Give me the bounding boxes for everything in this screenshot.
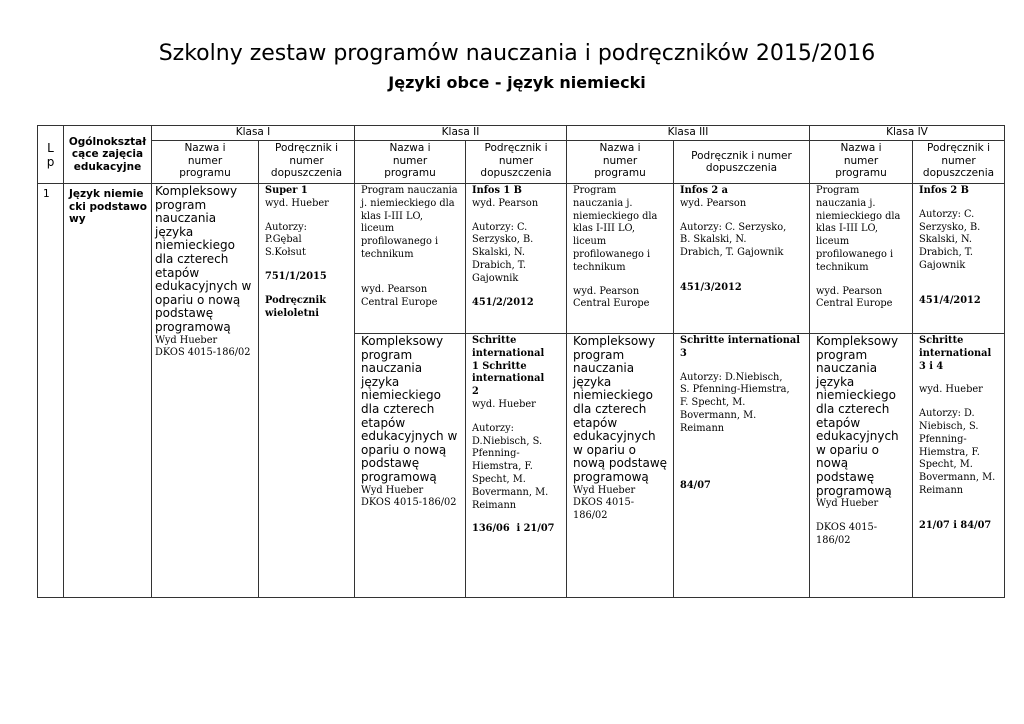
subject-header: Ogólnokształcące zajęcia edukacyjne [64, 126, 152, 184]
k1-book-number: 751/1/2015 [265, 270, 327, 282]
program-col-header-k1: Nazwa i numer programu [152, 141, 259, 184]
k3-book-b-authors: Autorzy: D.Niebisch, S. Pfenning-Hiemstra, F. Specht, M. Bovermann, M. Reimann [680, 371, 793, 434]
k4-program-b-publisher: Wyd Hueber [816, 498, 879, 510]
row-lp: 1 [38, 184, 64, 598]
k2-book-b-number: 136/06 i 21/07 [472, 523, 555, 535]
k2-book-b-publisher: wyd. Hueber [472, 398, 536, 410]
k2-program-a-name: Program nauczania j. niemieckiego dla klas I-III LO, liceum profilowanego i technikum [361, 185, 461, 260]
k1-book-cell [259, 184, 355, 598]
k1-program-name: Kompleksowy program nauczania języka niemieckiego dla czterech etapów edukacyjnych w opariu o nową podstawę programową [155, 184, 256, 334]
k4-program-a-name: Program nauczania j. niemieckiego dla klas I-III LO, liceum profilowanego i technikum [816, 185, 904, 273]
k3-program-b-dkos: DKOS 4015-186/02 [573, 497, 635, 522]
book-col-header-k1: Podręcznik i numer dopuszczenia [259, 141, 355, 184]
k1-program-dkos: DKOS 4015-186/02 [155, 347, 251, 359]
page-title: Szkolny zestaw programów nauczania i podręczników 2015/2016 [158, 41, 876, 66]
class-header-1: Klasa I [152, 126, 355, 141]
k1-book-publisher: wyd. Hueber [265, 197, 329, 209]
k4-book-a-title: Infos 2 B [919, 185, 969, 196]
k1-book-title: Super 1 [265, 185, 308, 196]
class-header-3: Klasa III [567, 126, 810, 141]
k4-book-cell-b [913, 334, 1005, 598]
program-col-header-k4: Nazwa i numer programu [810, 141, 913, 184]
header-row-columns [38, 141, 1005, 184]
k2-program-b-name: Kompleksowy program nauczania języka niemieckiego dla czterech etapów edukacyjnych w opariu o nową podstawę programową [361, 334, 462, 484]
k4-program-cell-b [810, 334, 913, 598]
k2-book-a-title: Infos 1 B [472, 185, 522, 196]
k2-book-b-authors: Autorzy: D.Niebisch, S. Pfenning-Hiemstra, F. Specht, M. Bovermann, M. Reimann [472, 422, 552, 511]
k2-program-b-publisher: Wyd Hueber [361, 484, 424, 496]
book-col-header-k3: Podręcznik i numer dopuszczenia [674, 141, 810, 184]
k1-program-cell [152, 184, 259, 598]
row-subject: Język niemiecki podstawowy [64, 184, 152, 598]
k4-book-cell-a [913, 184, 1005, 334]
k3-book-a-authors: Autorzy: C. Serzysko, B. Skalski, N. Drabich, T. Gajownik [680, 221, 790, 259]
k2-book-a-publisher: wyd. Pearson [472, 197, 539, 209]
class-header-4: Klasa IV [810, 126, 1005, 141]
lp-header [38, 126, 64, 184]
k3-book-a-title: Infos 2 a [680, 185, 728, 196]
lp-header-text: L p [46, 140, 55, 169]
k1-book-authors: P.Gębal S.Kołsut [265, 234, 306, 259]
k2-book-cell-a [466, 184, 567, 334]
k4-book-b-number: 21/07 i 84/07 [919, 519, 992, 531]
k4-book-b-authors: Autorzy: D. Niebisch, S. Pfenning-Hiemstra, F. Specht, M. Bovermann, M. Reimann [919, 408, 999, 496]
k1-program-publisher: Wyd Hueber [155, 334, 218, 346]
k1-book-note: Podręcznik wieloletni [265, 294, 330, 319]
k3-book-a-publisher: wyd. Pearson [680, 197, 747, 209]
k4-program-a-publisher: wyd. Pearson Central Europe [816, 285, 893, 310]
k3-program-b-publisher: Wyd Hueber [573, 484, 636, 496]
k2-program-cell-b [355, 334, 466, 598]
k4-program-b-dkos: DKOS 4015-186/02 [816, 521, 878, 546]
k4-book-a-number: 451/4/2012 [919, 294, 981, 306]
k4-book-a-authors: Autorzy: C. Serzysko, B. Skalski, N. Drabich, T. Gajownik [919, 208, 984, 271]
k3-book-b-title: Schritte international 3 [680, 335, 804, 359]
k3-book-a-number: 451/3/2012 [680, 281, 742, 293]
book-col-header-k2: Podręcznik i numer dopuszczenia [466, 141, 567, 184]
k3-program-b-name: Kompleksowy program nauczania języka niemieckiego dla czterech etapów edukacyjnych w opariu o nową podstawę programową [573, 334, 671, 484]
k3-program-cell-b [567, 334, 674, 598]
book-col-header-k4: Podręcznik i numer dopuszczenia [913, 141, 1005, 184]
k3-program-cell-a [567, 184, 674, 334]
k2-book-b-title: Schritte international 1 Schritte international 2 [472, 335, 548, 398]
k4-book-b-publisher: wyd. Hueber [919, 384, 983, 396]
table-row [38, 184, 1005, 334]
k4-program-b-name: Kompleksowy program nauczania języka niemieckiego dla czterech etapów edukacyjnych w opariu o nową podstawę programową [816, 334, 903, 498]
k2-book-a-number: 451/2/2012 [472, 296, 534, 308]
k4-program-cell-a [810, 184, 913, 334]
k2-book-cell-b [466, 334, 567, 598]
k3-book-cell-a [674, 184, 810, 334]
program-col-header-k3: Nazwa i numer programu [567, 141, 674, 184]
k2-program-b-dkos: DKOS 4015-186/02 [361, 497, 457, 509]
k2-book-a-authors: Autorzy: C. Serzysko, B. Skalski, N. Drabich, T. Gajownik [472, 221, 537, 284]
k1-book-authors-label: Autorzy: [265, 221, 307, 233]
header-row-classes [38, 126, 1005, 141]
page-subtitle: Języki obce - język niemiecki [388, 73, 646, 92]
k3-program-a-name: Program nauczania j. niemieckiego dla klas I-III LO, liceum profilowanego i technikum [573, 185, 661, 273]
k4-book-b-title: Schritte international 3 i 4 [919, 335, 999, 372]
curriculum-table [37, 125, 1005, 598]
k3-book-cell-b [674, 334, 810, 598]
k2-program-a-publisher: wyd. Pearson Central Europe [361, 283, 438, 308]
k3-book-b-number: 84/07 [680, 479, 711, 491]
class-header-2: Klasa II [355, 126, 567, 141]
k3-program-a-publisher: wyd. Pearson Central Europe [573, 285, 650, 310]
k2-program-cell-a [355, 184, 466, 334]
program-col-header-k2: Nazwa i numer programu [355, 141, 466, 184]
